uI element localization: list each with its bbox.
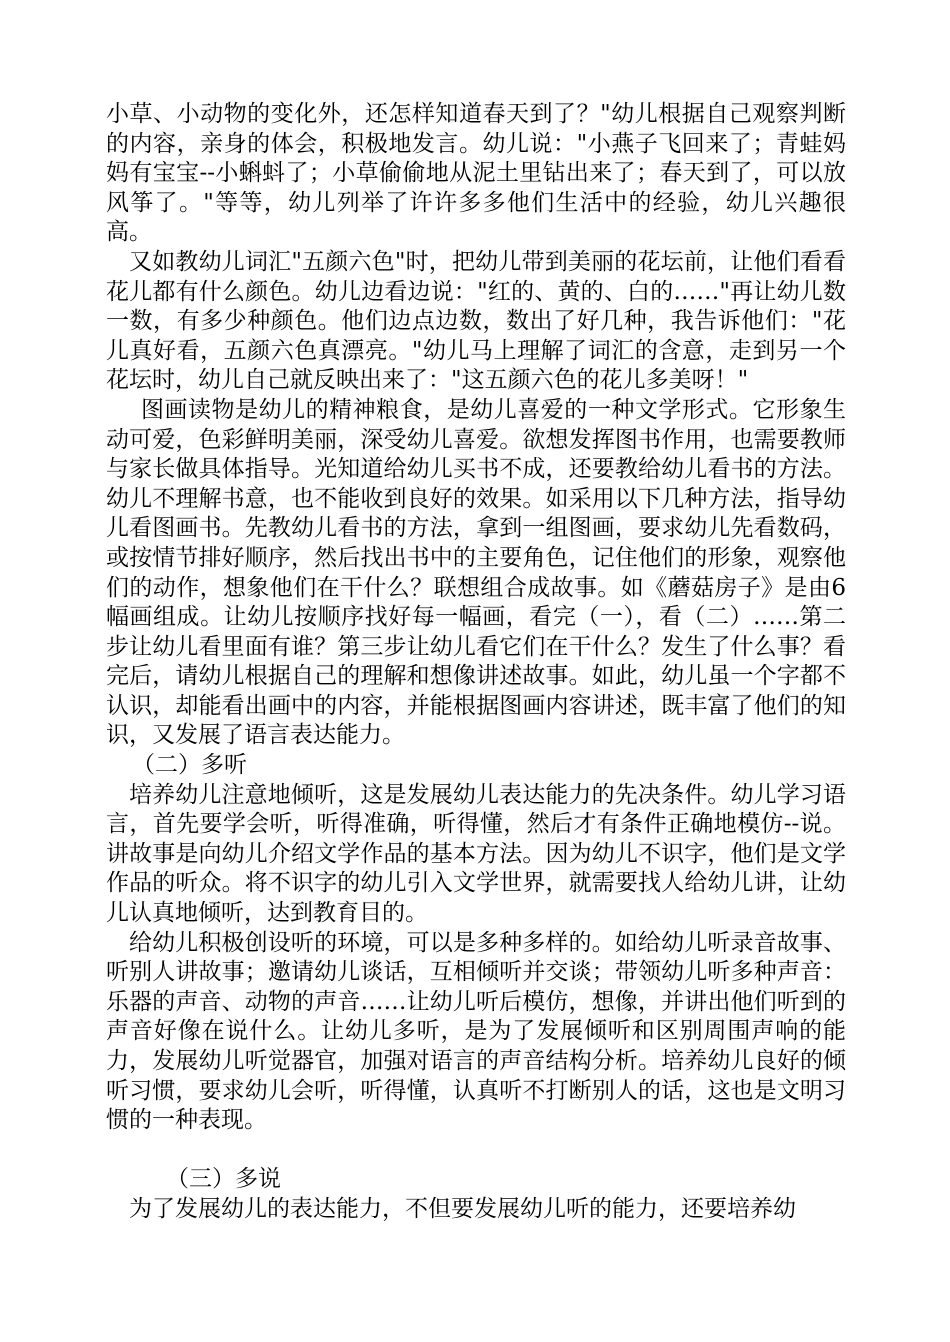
- blank-line: [106, 1136, 846, 1166]
- paragraph-colorful-vocabulary: 又如教幼儿词汇"五颜六色"时，把幼儿带到美丽的花坛前，让他们看看花儿都有什么颜色。幼儿边看边说："红的、黄的、白的……"再让幼儿数一数，有多少种颜色。他们边点边数，数出了好几种，我告诉他们："花儿真好看，五颜六色真漂亮。"幼儿马上理解了词汇的含意，走到另一个花坛时，幼儿自己就反映出来了："这五颜六色的花儿多美呀！": [106, 248, 846, 394]
- section-heading-speak-more: （三）多说: [166, 1166, 281, 1193]
- paragraph-listening-environment: 给幼儿积极创设听的环境，可以是多种多样的。如给幼儿听录音故事、听别人讲故事；邀请幼儿谈话，互相倾听并交谈；带领幼儿听多种声音：乐器的声音、动物的声音……让幼儿听后模仿，想像，并讲出他们听到的声音好像在说什么。让幼儿多听，是为了发展倾听和区别周围声响的能力，发展幼儿听觉器官，加强对语言的声音结构分析。培养幼儿良好的倾听习惯，要求幼儿会听，听得懂，认真听不打断别人的话，这也是文明习惯的一种表现。: [106, 929, 846, 1134]
- paragraph-listening-skills: 培养幼儿注意地倾听，这是发展幼儿表达能力的先决条件。幼儿学习语言，首先要学会听，听得准确，听得懂，然后才有条件正确地模仿--说。讲故事是向幼儿介绍文学作品的基本方法。因为幼儿不识字，他们是文学作品的听众。将不识字的幼儿引入文学世界，就需要找人给幼儿讲，让幼儿认真地倾听，达到教育目的。: [106, 781, 846, 927]
- paragraph-picture-books: 图画读物是幼儿的精神粮食，是幼儿喜爱的一种文学形式。它形象生动可爱，色彩鲜明美丽，深受幼儿喜爱。欲想发挥图书作用，也需要教师与家长做具体指导。光知道给幼儿买书不成，还要教给幼儿看书的方法。幼儿不理解书意，也不能收到良好的效果。如采用以下几种方法，指导幼儿看图画书。先教幼儿看书的方法，拿到一组图画，要求幼儿先看数码，或按情节排好顺序，然后找出书中的主要角色，记住他们的形象，观察他们的动作，想象他们在干什么？联想组合成故事。如《蘑菇房子》是由6幅画组成。让幼儿按顺序找好每一幅画，看完（一），看（二）……第二步让幼儿看里面有谁？第三步让幼儿看它们在干什么？发生了什么事？看完后，请幼儿根据自己的理解和想像讲述故事。如此，幼儿虽一个字都不认识，却能看出画中的内容，并能根据图画内容讲述，既丰富了他们的知识，又发展了语言表达能力。: [106, 396, 846, 749]
- section-heading-listen-more: （二）多听: [132, 752, 247, 779]
- paragraph-spring-observation: 小草、小动物的变化外，还怎样知道春天到了？"幼儿根据自己观察判断的内容，亲身的体会，积极地发言。幼儿说："小燕子飞回来了；青蛙妈妈有宝宝--小蝌蚪了；小草偷偷地从泥土里钻出来了；春天到了，可以放风筝了。"等等，幼儿列举了许许多多他们生活中的经验，幼儿兴趣很高。: [106, 101, 846, 246]
- paragraph-expression-ability: 为了发展幼儿的表达能力，不但要发展幼儿听的能力，还要培养幼: [129, 1195, 796, 1222]
- document-body: [106, 100, 846, 1225]
